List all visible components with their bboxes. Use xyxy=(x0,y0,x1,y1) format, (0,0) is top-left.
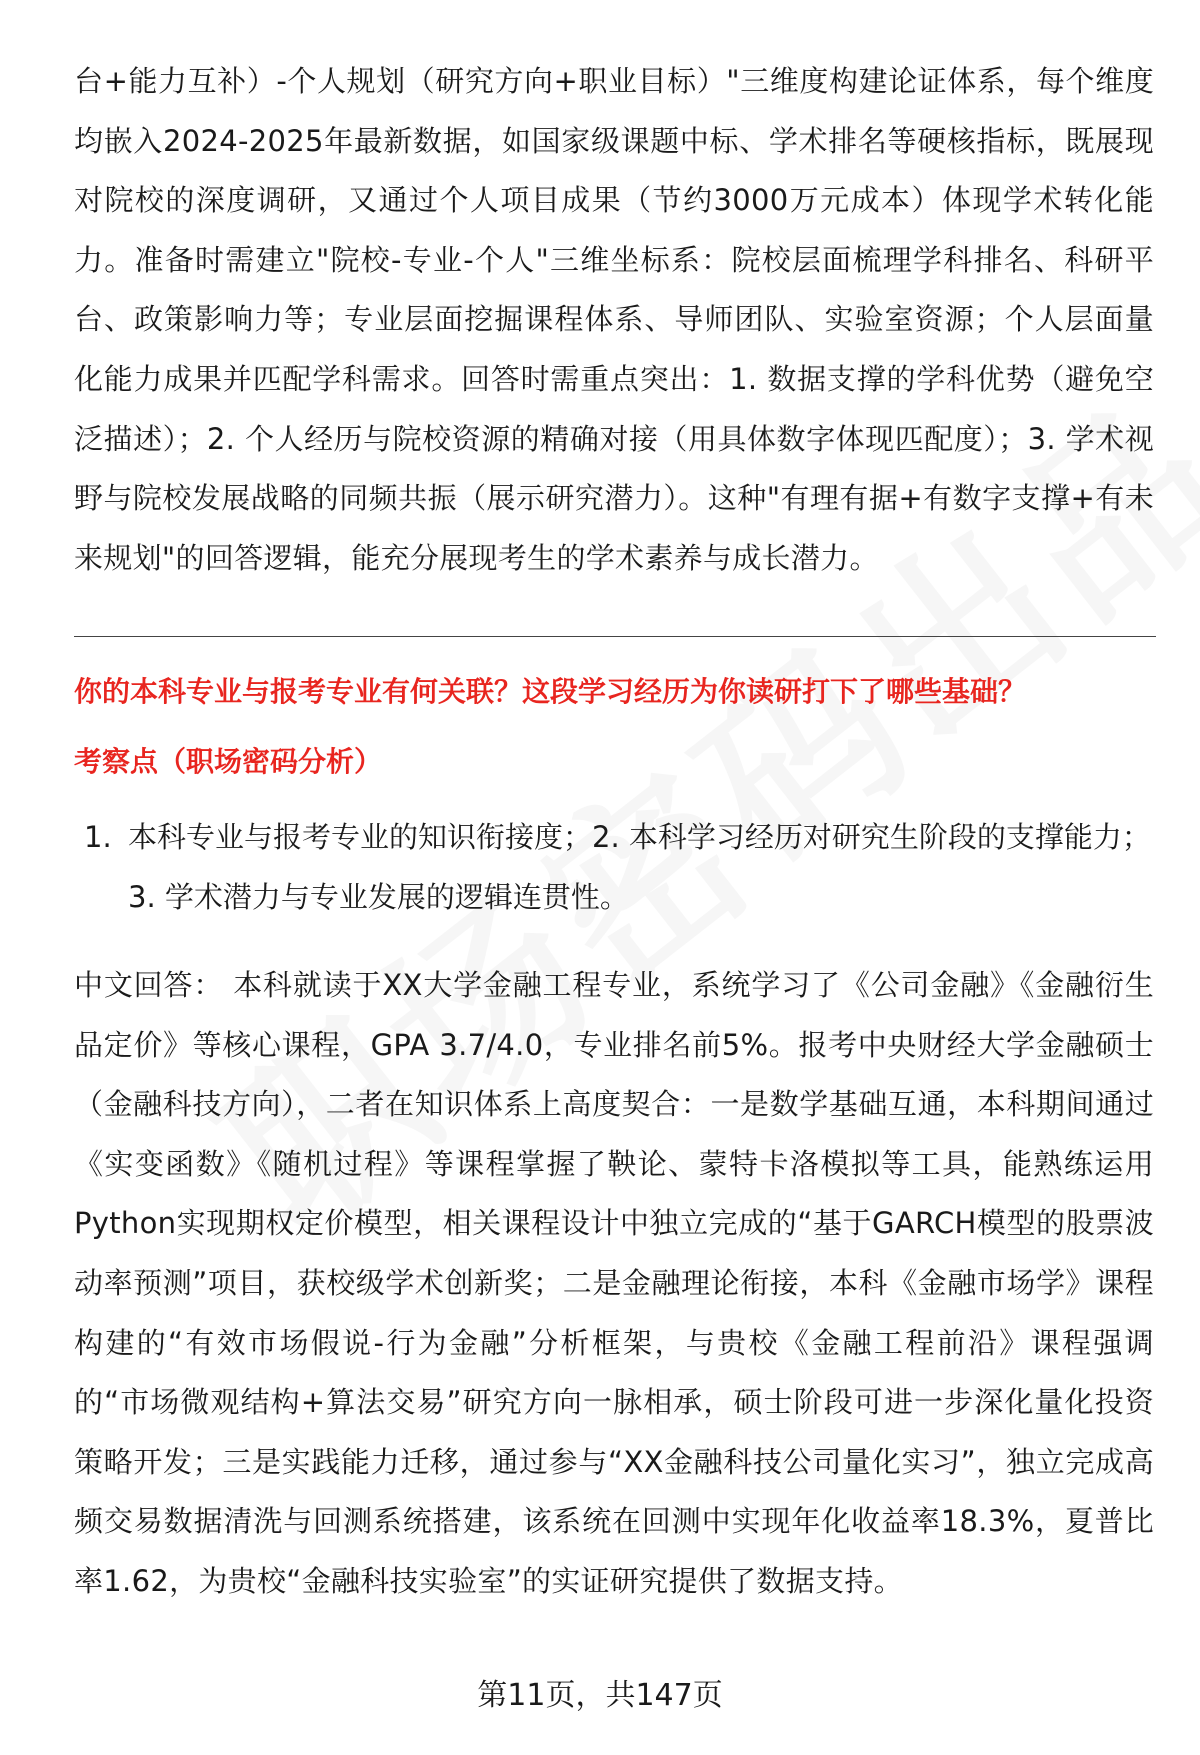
page-footer: 第11页，共147页 xyxy=(477,1678,723,1713)
list-number: 1. xyxy=(84,820,112,854)
section-divider xyxy=(74,636,1156,637)
focus-points-list xyxy=(84,808,1154,927)
list-item: 本科专业与报考专业的知识衔接度；2. 本科学习经历对研究生阶段的支撑能力；3. 学术潜力与专业发展的逻辑连贯性。 xyxy=(128,820,1151,914)
intro-paragraph: 台+能力互补）-个人规划（研究方向+职业目标）"三维度构建论证体系，每个维度均嵌入2024-2025年最新数据，如国家级课题中标、学术排名等硬核指标，既展现对院校的深度调研，又通过个人项目成果（节约3000万元成本）体现学术转化能力。准备时需建立"院校-专业-个人"三维坐标系：院校层面梳理学科排名、科研平台、政策影响力等；专业层面挖掘课程体系、导师团队、实验室资源；个人层面量化能力成果并匹配学科需求。回答时需重点突出：1. 数据支撑的学科优势（避免空泛描述）；2. 个人经历与院校资源的精确对接（用具体数字体现匹配度）；3. 学术视野与院校发展战略的同频共振（展示研究潜力）。这种"有理有据+有数字支撑+有未来规划"的回答逻辑，能充分展现考生的学术素养与成长潜力。 xyxy=(74,64,1154,575)
answer-paragraph: 中文回答： 本科就读于XX大学金融工程专业，系统学习了《公司金融》《金融衍生品定价》等核心课程，GPA 3.7/4.0，专业排名前5%。报考中央财经大学金融硕士（金融科技方向），二者在知识体系上高度契合：一是数学基础互通，本科期间通过《实变函数》《随机过程》等课程掌握了鞅论、蒙特卡洛模拟等工具，能熟练运用Python实现期权定价模型，相关课程设计中独立完成的“基于GARCH模型的股票波动率预测”项目，获校级学术创新奖；二是金融理论衔接，本科《金融市场学》课程构建的“有效市场假说-行为金融”分析框架，与贵校《金融工程前沿》课程强调的“市场微观结构+算法交易”研究方向一脉相承，硕士阶段可进一步深化量化投资策略开发；三是实践能力迁移，通过参与“XX金融科技公司量化实习”，独立完成高频交易数据清洗与回测系统搭建，该系统在回测中实现年化收益率18.3%，夏普比率1.62，为贵校“金融科技实验室”的实证研究提供了数据支持。 xyxy=(74,968,1154,1598)
focus-heading: 考察点（职场密码分析） xyxy=(74,745,383,778)
question-heading: 你的本科专业与报考专业有何关联？这段学习经历为你读研打下了哪些基础？ xyxy=(74,675,1027,708)
